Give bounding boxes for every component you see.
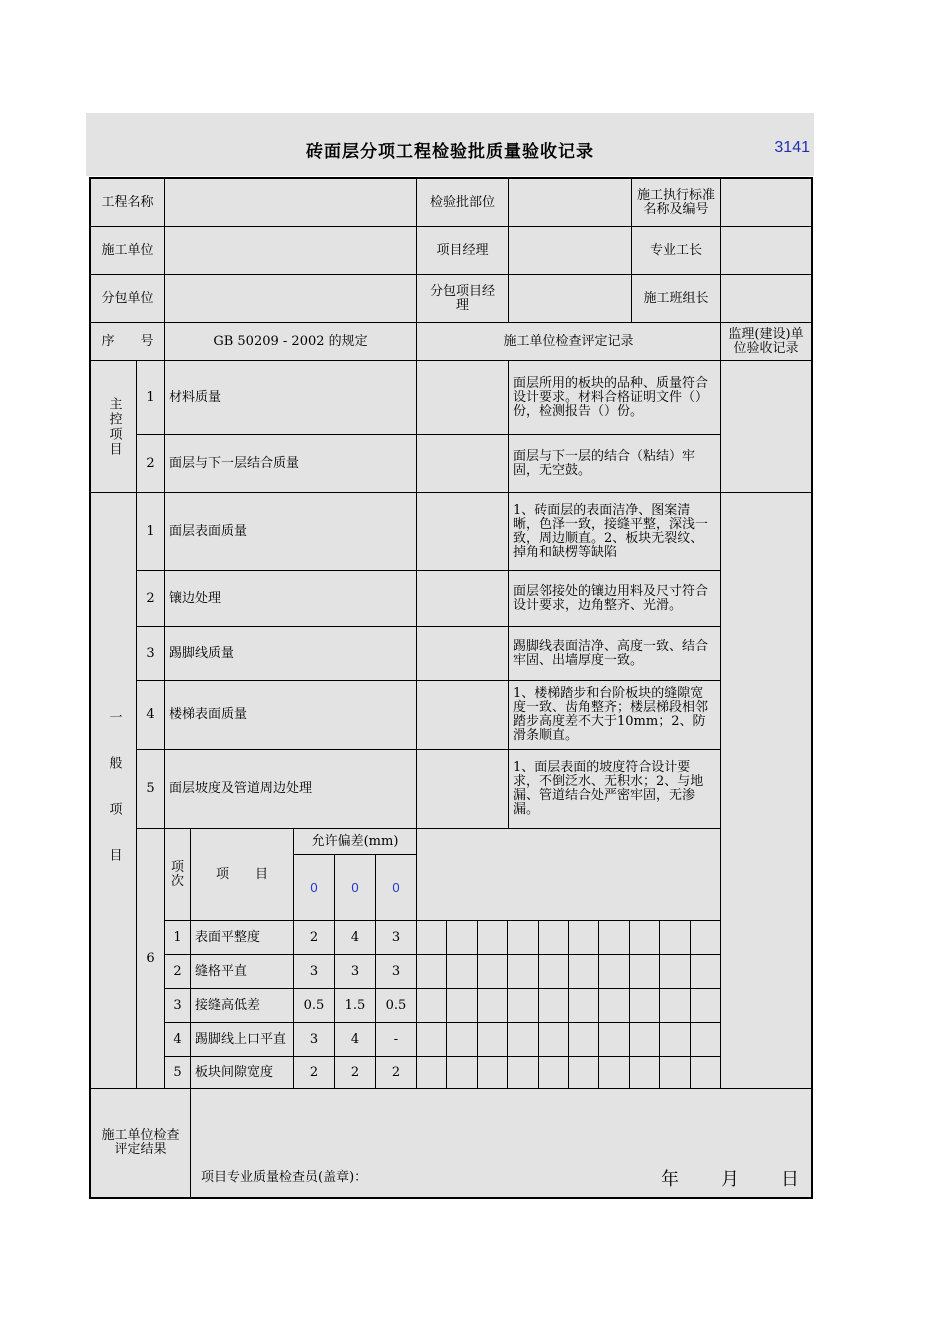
measurement-cell[interactable]: [447, 1023, 477, 1057]
main-item-blank[interactable]: [417, 361, 509, 435]
tolerance-row-no: 5: [165, 1057, 191, 1089]
measurement-cell[interactable]: [478, 1057, 508, 1089]
measurement-cell[interactable]: [447, 989, 477, 1023]
inspection-part-label: 检验批部位: [417, 179, 509, 227]
general-item-blank[interactable]: [417, 750, 509, 829]
general-item-blank[interactable]: [417, 681, 509, 750]
measurement-cell[interactable]: [630, 1023, 660, 1057]
tolerance-row-value: 2: [335, 1057, 376, 1089]
tolerance-row-name: 踢脚线上口平直: [191, 1023, 294, 1057]
team-leader-field[interactable]: [721, 275, 811, 323]
measurement-cell[interactable]: [508, 1057, 538, 1089]
standard-label: 施工执行标准名称及编号: [632, 179, 721, 227]
measurement-cell[interactable]: [417, 955, 447, 989]
project-name-label: 工程名称: [91, 179, 165, 227]
measurement-cell[interactable]: [630, 989, 660, 1023]
tolerance-row-value: 3: [376, 955, 417, 989]
project-name-field[interactable]: [165, 179, 417, 227]
measurement-cell[interactable]: [569, 921, 599, 955]
project-manager-field[interactable]: [509, 227, 632, 275]
inspection-part-field[interactable]: [509, 179, 632, 227]
measurement-cell[interactable]: [660, 955, 690, 989]
measurement-cell[interactable]: [417, 1023, 447, 1057]
general-item-blank[interactable]: [417, 571, 509, 627]
measurement-cell[interactable]: [417, 1057, 447, 1089]
seq-header: 序 号: [91, 323, 165, 361]
tolerance-row-value: 0.5: [376, 989, 417, 1023]
team-leader-label: 施工班组长: [632, 275, 721, 323]
tolerance-item-no: 6: [137, 829, 165, 1089]
measurement-cell[interactable]: [691, 955, 721, 989]
tolerance-row-value: 1.5: [335, 989, 376, 1023]
general-item-no: 2: [137, 571, 165, 627]
tolerance-row-no: 4: [165, 1023, 191, 1057]
measurement-cell[interactable]: [691, 1057, 721, 1089]
measurement-cell[interactable]: [569, 1023, 599, 1057]
measurement-cell[interactable]: [508, 921, 538, 955]
measurement-cell[interactable]: [660, 989, 690, 1023]
measurement-cell[interactable]: [691, 1023, 721, 1057]
measurement-cell[interactable]: [508, 955, 538, 989]
measurement-cell[interactable]: [417, 921, 447, 955]
measurement-cell[interactable]: [447, 1057, 477, 1089]
main-item-name: 材料质量: [165, 361, 417, 435]
main-item-desc: 面层所用的板块的品种、质量符合设计要求。材料合格证明文件（）份，检测报告（）份。: [509, 361, 721, 435]
main-item-no: 1: [137, 361, 165, 435]
general-item-desc: 面层邻接处的镶边用料及尺寸符合设计要求，边角整齐、光滑。: [509, 571, 721, 627]
tolerance-seq-header: 项次: [165, 829, 191, 921]
measurement-cell[interactable]: [417, 989, 447, 1023]
measurement-cell[interactable]: [539, 955, 569, 989]
tolerance-col-value: 0: [335, 855, 376, 921]
measurement-cell[interactable]: [539, 921, 569, 955]
tolerance-deviation-header: 允许偏差(mm): [294, 829, 417, 855]
check-record-header: 施工单位检查评定记录: [417, 323, 721, 361]
tolerance-row-value: 3: [376, 921, 417, 955]
measurement-cell[interactable]: [691, 921, 721, 955]
subcontract-manager-label: 分包项目经理: [417, 275, 509, 323]
measurement-cell[interactable]: [691, 989, 721, 1023]
measurement-cell[interactable]: [660, 921, 690, 955]
measurement-cell[interactable]: [478, 1023, 508, 1057]
general-item-desc: 1、面层表面的坡度符合设计要求，不倒泛水、无积水；2、与地漏、管道结合处严密牢固，无渗漏。: [509, 750, 721, 829]
spec-header: GB 50209 - 2002 的规定: [165, 323, 417, 361]
tolerance-measure-header-blank: [417, 829, 721, 921]
general-item-name: 楼梯表面质量: [165, 681, 417, 750]
general-item-name: 镶边处理: [165, 571, 417, 627]
foreman-field[interactable]: [721, 227, 811, 275]
supervision-header: 监理(建设)单位验收记录: [721, 323, 811, 361]
main-items-supervision-field[interactable]: [721, 361, 811, 493]
measurement-cell[interactable]: [539, 1057, 569, 1089]
tolerance-row-value: 2: [294, 921, 335, 955]
general-item-blank[interactable]: [417, 627, 509, 681]
main-item-blank[interactable]: [417, 435, 509, 493]
measurement-cell[interactable]: [447, 921, 477, 955]
tolerance-row-name: 表面平整度: [191, 921, 294, 955]
tolerance-row-value: 3: [294, 1023, 335, 1057]
general-item-blank[interactable]: [417, 493, 509, 571]
tolerance-col-value: 0: [294, 855, 335, 921]
subcontract-unit-field[interactable]: [165, 275, 417, 323]
measurement-cell[interactable]: [539, 989, 569, 1023]
measurement-cell[interactable]: [569, 1057, 599, 1089]
date-label: 年 月 日: [661, 1169, 811, 1190]
general-item-name: 踢脚线质量: [165, 627, 417, 681]
main-items-group-label: [91, 361, 137, 493]
project-manager-label: 项目经理: [417, 227, 509, 275]
main-item-desc: 面层与下一层的结合（粘结）牢固，无空鼓。: [509, 435, 721, 493]
tolerance-row-name: 板块间隙宽度: [191, 1057, 294, 1089]
measurement-cell[interactable]: [569, 989, 599, 1023]
page-title: 砖面层分项工程检验批质量验收记录: [306, 142, 594, 162]
general-item-name: 面层坡度及管道周边处理: [165, 750, 417, 829]
tolerance-row-value: 4: [335, 921, 376, 955]
general-item-no: 4: [137, 681, 165, 750]
general-item-no: 5: [137, 750, 165, 829]
measurement-cell[interactable]: [447, 955, 477, 989]
general-items-group-text: 一 般 项 目: [106, 710, 122, 871]
tolerance-col-value: 0: [376, 855, 417, 921]
tolerance-row-value: 2: [376, 1057, 417, 1089]
main-item-no: 2: [137, 435, 165, 493]
main-item-name: 面层与下一层结合质量: [165, 435, 417, 493]
measurement-cell[interactable]: [508, 989, 538, 1023]
tolerance-row-value: 4: [335, 1023, 376, 1057]
result-field[interactable]: [191, 1089, 811, 1197]
construction-unit-label: 施工单位: [91, 227, 165, 275]
general-item-no: 1: [137, 493, 165, 571]
general-item-desc: 踢脚线表面洁净、高度一致、结合牢固、出墙厚度一致。: [509, 627, 721, 681]
tolerance-row-value: 2: [294, 1057, 335, 1089]
tolerance-row-value: -: [376, 1023, 417, 1057]
inspection-sheet: [86, 113, 814, 1199]
subcontract-unit-label: 分包单位: [91, 275, 165, 323]
measurement-cell[interactable]: [478, 955, 508, 989]
inspector-label: 项目专业质量检查员(盖章)：: [201, 1170, 368, 1185]
measurement-cell[interactable]: [599, 955, 629, 989]
measurement-cell[interactable]: [508, 1023, 538, 1057]
main-items-group-text: 主控项目: [106, 396, 122, 457]
measurement-cell[interactable]: [660, 1057, 690, 1089]
title-bar: [86, 113, 814, 176]
standard-field[interactable]: [721, 179, 811, 227]
measurement-cell[interactable]: [599, 989, 629, 1023]
subcontract-manager-field[interactable]: [509, 275, 632, 323]
construction-unit-field[interactable]: [165, 227, 417, 275]
tolerance-row-value: 3: [335, 955, 376, 989]
measurement-cell[interactable]: [569, 955, 599, 989]
tolerance-row-value: 0.5: [294, 989, 335, 1023]
measurement-cell[interactable]: [630, 955, 660, 989]
general-items-supervision-field[interactable]: [721, 493, 811, 1089]
measurement-cell[interactable]: [599, 1023, 629, 1057]
measurement-cell[interactable]: [630, 921, 660, 955]
record-form: [89, 177, 813, 1199]
tolerance-item-header: 项 目: [191, 829, 294, 921]
general-item-name: 面层表面质量: [165, 493, 417, 571]
measurement-cell[interactable]: [478, 989, 508, 1023]
foreman-label: 专业工长: [632, 227, 721, 275]
general-item-desc: 1、楼梯踏步和台阶板块的缝隙宽度一致、齿角整齐；楼层梯段相邻踏步高度差不大于10mm；2、防滑条顺直。: [509, 681, 721, 750]
general-item-desc: 1、砖面层的表面洁净、图案清晰，色泽一致，接缝平整，深浅一致，周边顺直。2、板块无裂纹、掉角和缺楞等缺陷: [509, 493, 721, 571]
measurement-cell[interactable]: [630, 1057, 660, 1089]
measurement-cell[interactable]: [599, 1057, 629, 1089]
measurement-cell[interactable]: [660, 1023, 690, 1057]
measurement-cell[interactable]: [539, 1023, 569, 1057]
tolerance-row-no: 1: [165, 921, 191, 955]
general-item-no: 3: [137, 627, 165, 681]
tolerance-row-name: 接缝高低差: [191, 989, 294, 1023]
measurement-cell[interactable]: [478, 921, 508, 955]
tolerance-row-no: 2: [165, 955, 191, 989]
tolerance-row-no: 3: [165, 989, 191, 1023]
general-items-group-label: [91, 493, 137, 1089]
measurement-cell[interactable]: [599, 921, 629, 955]
tolerance-row-name: 缝格平直: [191, 955, 294, 989]
tolerance-row-value: 3: [294, 955, 335, 989]
result-label: 施工单位检查评定结果: [91, 1089, 191, 1197]
form-code: 3141: [774, 139, 810, 156]
